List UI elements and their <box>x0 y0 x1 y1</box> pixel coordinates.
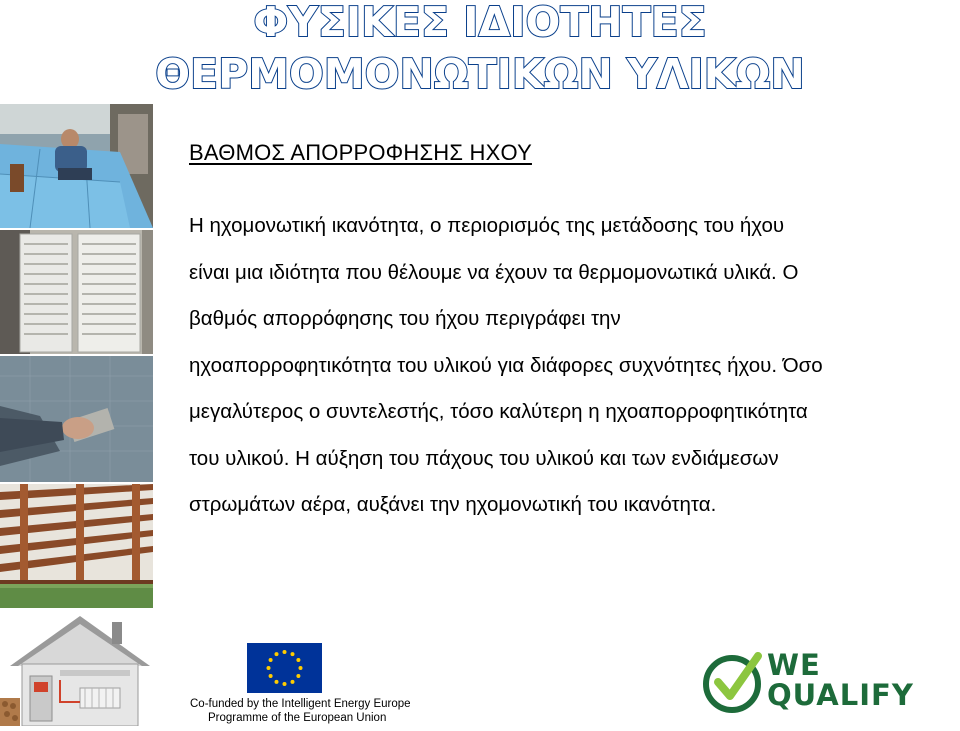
eu-flag-logo <box>247 643 322 693</box>
body-line: Η ηχομονωτική ικανότητα, ο περιορισμός της μετάδοσης του ήχου <box>189 214 785 237</box>
body-line: μεγαλύτερος ο συντελεστής, τόσο καλύτερη η ηχοαπορροφητικότητα <box>189 400 808 423</box>
body-paragraph <box>189 203 960 529</box>
body-line: είναι μια ιδιότητα που θέλουμε να έχουν τα θερμομονωτικά υλικά. Ο <box>189 260 799 284</box>
section-heading: ΒΑΘΜΟΣ ΑΠΟΡΡΟΦΗΣΗΣ ΗΧΟΥ <box>189 140 532 165</box>
photo-plastering-wall <box>0 356 153 482</box>
body-line: βαθμός απορρόφησης του ήχου περιγράφει την <box>189 307 621 330</box>
logo-word-qualify: QUALIFY <box>767 678 914 712</box>
cofunding-line-1: Co-funded by the Intelligent Energy Europe <box>190 698 411 710</box>
body-line: στρωμάτων αέρα, αυξάνει την ηχομονωτική του ικανότητα. <box>189 493 717 516</box>
photo-roof-insulation <box>0 104 153 228</box>
cofunding-line-2: Programme of the European Union <box>208 712 387 724</box>
logo-word-we: WE <box>767 648 821 682</box>
title-line-2: ΘΕΡΜΟΜΟΝΩΤΙΚΩΝ ΥΛΙΚΩΝ <box>155 50 805 98</box>
photo-wooden-pergola <box>0 484 153 608</box>
cofunding-notice <box>190 697 411 725</box>
house-illustration <box>0 606 153 726</box>
we-qualify-wordmark <box>767 650 914 710</box>
body-line: ηχοαπορροφητικότητα του υλικού για διάφορες συχνότητες ήχου. Όσο <box>189 353 823 377</box>
photo-window-shutters <box>0 230 153 354</box>
title-line-1: ΦΥΣΙΚΕΣ ΙΔΙΟΤΗΤΕΣ <box>253 0 707 46</box>
body-line: του υλικού. Η αύξηση του πάχους του υλικού και των ενδιάμεσων <box>189 446 779 470</box>
